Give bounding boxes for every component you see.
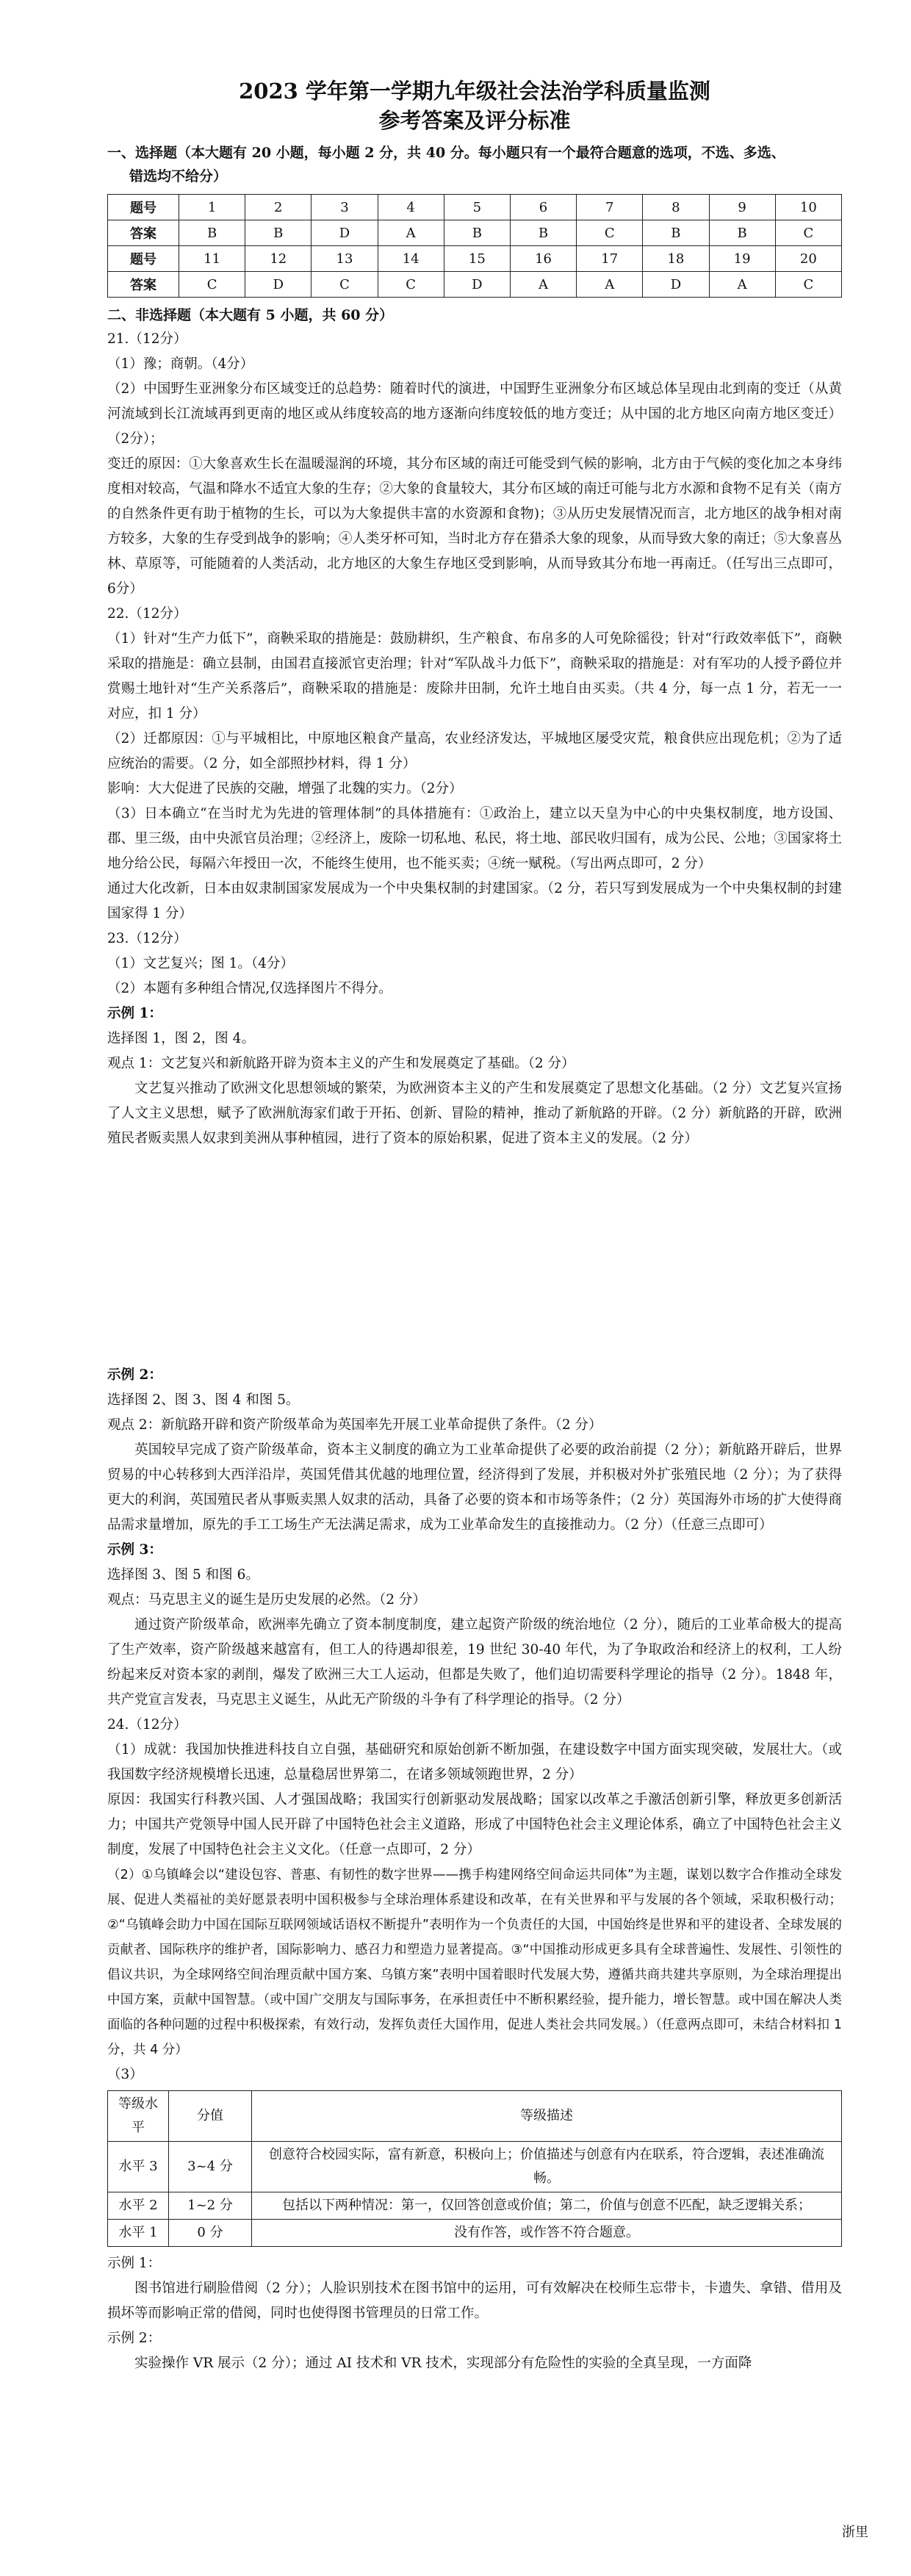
question-number: 1 [179,195,245,220]
answer-cell: C [378,272,444,298]
level-example1-label: 示例 1： [107,2256,162,2271]
score-cell: 1~2 分 [169,2192,252,2220]
q22-header: 22.（12分） [107,606,187,622]
q21-reasons: 变迁的原因：①大象喜欢生长在温暖湿润的环境，其分布区域的南迁可能受到气候的影响，北方由于气候的变化加之本身纬度相对较高，气温和降水不适宜大象的生存；②大象的食量较大，其分布区域的南迁可能与北方水源和食物不足有关（南方的自然条件更有助于植物的生长，可以为大象提供丰富的水资源和食物)；③从历史发展情况而言，北方地区的战争相对南方较多，大象的生存受到战争的影响；④人类牙杯可知，当时北方存在猎杀大象的现象，从而导致大象的南迁；⑤大象喜丛林、草原等，可能随着的人类活动，北方地区的大象生存地区受到影响，从而导致其分布地一再南迁。（任写出三点即可，6分） [107,456,842,597]
question-number: 14 [378,246,444,272]
blank-space [107,1151,842,1363]
question-number: 19 [709,246,775,272]
answer-cell: B [179,220,245,246]
row-label: 答案 [108,220,179,246]
q22-conclusion: 通过大化改新，日本由奴隶制国家发展成为一个中央集权制的封建国家。（2 分，若只写到发展成为一个中央集权制的封建国家得 1 分） [107,881,842,921]
answer-sheet [107,76,842,2376]
q22-part1: （1）针对“生产力低下”，商鞅采取的措施是：鼓励耕织，生产粮食、布帛多的人可免除徭役；针对“行政效率低下”，商鞅采取的措施是：确立县制，由国君直接派官吏治理；针对“军队战斗力低下”，商鞅采取的措施是：对有军功的人授予爵位并赏赐土地针对“生产关系落后”，商鞅采取的措施是：废除井田制，允许土地自由买卖。（共 4 分，每一点 1 分，若无一一对应，扣 1 分） [107,631,842,722]
desc-cell: 没有作答，或作答不符合题意。 [252,2220,842,2247]
desc-cell: 包括以下两种情况：第一，仅回答创意或价值；第二，价值与创意不匹配，缺乏逻辑关系； [252,2192,842,2220]
q24-header: 24.（12分） [107,1717,187,1733]
answer-cell: B [510,220,576,246]
answer-cell: B [709,220,775,246]
desc-header: 等级描述 [252,2091,842,2142]
q24-reasons: 原因：我国实行科教兴国、人才强国战略；我国实行创新驱动发展战略；国家以改革之手激活创新引擎，释放更多创新活力；中国共产党领导中国人民开辟了中国特色社会主义道路，形成了中国特色社会主义理论体系，确立了中国特色社会主义制度，发展了中国特色社会主义文化。（任意一点即可，2 分） [107,1792,842,1857]
answer-cell: C [179,272,245,298]
answer-cell: D [245,272,312,298]
q24-part1: （1）成就：我国加快推进科技自立自强，基础研究和原始创新不断加强，在建设数字中国方面实现突破，发展壮大。（或我国数字经济规模增长迅速，总量稳居世界第二，在诸多领域领跑世界，2 分） [107,1742,842,1782]
answer-cell: A [378,220,444,246]
question-number: 9 [709,195,775,220]
level-row [108,2220,842,2247]
row-label: 答案 [108,272,179,298]
level-example2-body: 实验操作 VR 展示（2 分）；通过 AI 技术和 VR 技术，实现部分有危险性的实验的全真呈现，一方面降 [134,2356,752,2371]
q22-impact: 影响：大大促进了民族的交融，增强了北魏的实力。（2分） [107,781,463,796]
example1-selection: 选择图 1，图 2，图 4。 [107,1031,255,1046]
example2-view: 观点 2：新航路开辟和资产阶级革命为英国率先开展工业革命提供了条件。（2 分） [107,1417,602,1433]
answer-cell: B [643,220,709,246]
question-number: 4 [378,195,444,220]
example2-label: 示例 2： [107,1367,162,1383]
q21-header: 21.（12分） [107,331,187,347]
level-cell: 水平 3 [108,2142,169,2192]
section2-heading: 二、非选择题（本大题有 5 小题，共 60 分） [107,307,394,323]
q24-part2: （2）①乌镇峰会以“建设包容、普惠、有韧性的数字世界——携手构建网络空间命运共同体”为主题，谋划以数字合作推动全球发展、促进人类福祉的美好愿景表明中国积极参与全球治理体系建设和改革，在有关世界和平与发展的各个领域，采取积极行动；②“乌镇峰会助力中国在国际互联网领域话语权不断提升”表明作为一个负责任的大国，中国始终是世界和平的建设者、全球发展的贡献者、国际秩序的维护者，国际影响力、感召力和塑造力显著提高。③“中国推动形成更多具有全球普遍性、发展性、引领性的倡议共识，为全球网络空间治理贡献中国方案、乌镇方案”表明中国着眼时代发展大势，遵循共商共建共享原则，为全球治理提出中国方案，贡献中国智慧。（或中国广交朋友与国际事务，在承担责任中不断积累经验，提升能力，增长智慧。或中国在解决人类面临的各种问题的过程中积极探索，有效行动，发挥负责任大国作用，促进人类社会共同发展。）（任意两点即可，未结合材料扣 1 分，共 4 分） [107,1868,842,2057]
q23-header: 23.（12分） [107,931,187,946]
question-number: 3 [312,195,378,220]
answer-cell: C [775,220,841,246]
question-number: 18 [643,246,709,272]
q23-part2: （2）本题有多种组合情况,仅选择图片不得分。 [107,981,392,996]
question-number-row-1 [108,195,842,220]
question-number-row-2 [108,246,842,272]
level-table-header [108,2091,842,2142]
example2-body: 英国较早完成了资产阶级革命，资本主义制度的确立为工业革命提供了必要的政治前提（2 分）；新航路开辟后，世界贸易的中心转移到大西洋沿岸，英国凭借其优越的地理位置，经济得到了发展，并积极对外扩张殖民地（2 分）；为了获得更大的利润，英国殖民者从事贩卖黑人奴隶的活动，具备了必要的资本和市场等条件；（2 分）英国海外市场的扩大使得商品需求量增加，原先的手工工场生产无法满足需求，成为工业革命发生的直接推动力。（2 分）（任意三点即可） [107,1442,842,1533]
question-number: 15 [444,246,510,272]
q24-part3: （3） [107,2067,143,2082]
answer-cell: A [510,272,576,298]
question-number: 11 [179,246,245,272]
page-title: 2023 学年第一学期九年级社会法治学科质量监测 [239,79,710,104]
example1-label: 示例 1： [107,1006,162,1021]
example1-body: 文艺复兴推动了欧洲文化思想领域的繁荣，为欧洲资本主义的产生和发展奠定了思想文化基础。（2 分）文艺复兴宣扬了人文主义思想，赋予了欧洲航海家们敢于开拓、创新、冒险的精神，推动了新航路的开辟。（2 分）新航路的开辟，欧洲殖民者贩卖黑人奴隶到美洲从事种植园，进行了资本的原始积累，促进了资本主义的发展。（2 分） [107,1081,842,1146]
answer-cell: D [312,220,378,246]
footer-mark: 浙里 [842,2525,868,2540]
answer-cell: B [245,220,312,246]
level-example2-label: 示例 2： [107,2331,162,2346]
answer-cell: D [444,272,510,298]
answer-table [107,194,842,298]
section1-heading-cont: 错选均不给分） [129,168,228,184]
example3-label: 示例 3： [107,1542,162,1558]
level-table [107,2090,842,2247]
answer-cell: D [643,272,709,298]
score-header: 分值 [169,2091,252,2142]
example3-selection: 选择图 3、图 5 和图 6。 [107,1567,259,1583]
answer-row-1 [108,220,842,246]
score-cell: 3~4 分 [169,2142,252,2192]
answer-cell: A [709,272,775,298]
question-number: 8 [643,195,709,220]
level-header: 等级水平 [108,2091,169,2142]
score-cell: 0 分 [169,2220,252,2247]
answer-row-2 [108,272,842,298]
example3-view: 观点：马克思主义的诞生是历史发展的必然。（2 分） [107,1592,426,1608]
example1-view: 观点 1：文艺复兴和新航路开辟为资本主义的产生和发展奠定了基础。（2 分） [107,1056,575,1071]
question-number: 2 [245,195,312,220]
q21-part1: （1）豫；商朝。（4分） [107,356,254,372]
q22-part2: （2）迁都原因：①与平城相比，中原地区粮食产量高，农业经济发达，平城地区屡受灾荒，粮食供应出现危机；②为了适应统治的需要。（2 分，如全部照抄材料，得 1 分） [107,731,842,771]
question-number: 6 [510,195,576,220]
answer-cell: C [775,272,841,298]
answer-cell: B [444,220,510,246]
level-cell: 水平 1 [108,2220,169,2247]
row-label: 题号 [108,195,179,220]
section1-heading: 一、选择题（本大题有 20 小题，每小题 2 分，共 40 分。每小题只有一个最符合题意的选项，不选、多选、 [107,145,785,161]
level-example1-body: 图书馆进行刷脸借阅（2 分）；人脸识别技术在图书馆中的运用，可有效解决在校师生忘带卡，卡遗失、拿错、借用及损坏等而影响正常的借阅，同时也使得图书管理员的日常工作。 [107,2281,842,2321]
q22-part3: （3）日本确立“在当时尤为先进的管理体制”的具体措施有：①政治上，建立以天皇为中心的中央集权制度，地方设国、郡、里三级，由中央派官员治理；②经济上，废除一切私地、私民，将土地、部民收归国有，成为公民、公地；③国家将土地分给公民，每隔六年授田一次，不能终生使用，也不能买卖；④统一赋税。（写出两点即可，2 分） [107,806,842,871]
level-row [108,2142,842,2192]
question-number: 12 [245,246,312,272]
row-label: 题号 [108,246,179,272]
question-number: 10 [775,195,841,220]
level-row [108,2192,842,2220]
level-cell: 水平 2 [108,2192,169,2220]
example2-selection: 选择图 2、图 3、图 4 和图 5。 [107,1392,300,1408]
question-number: 20 [775,246,841,272]
answer-cell: A [577,272,643,298]
question-number: 5 [444,195,510,220]
question-number: 7 [577,195,643,220]
question-number: 16 [510,246,576,272]
question-number: 17 [577,246,643,272]
q21-part2: （2）中国野生亚洲象分布区域变迁的总趋势：随着时代的演进，中国野生亚洲象分布区域总体呈现由北到南的变迁（从黄河流域到长江流域再到更南的地区或从纬度较高的地方逐渐向纬度较低的地方变迁；从中国的北方地区向南方地区变迁）（2分）； [107,381,842,447]
question-number: 13 [312,246,378,272]
example3-body: 通过资产阶级革命，欧洲率先确立了资本制度制度，建立起资产阶级的统治地位（2 分），随后的工业革命极大的提高了生产效率，资产阶级越来越富有，但工人的待遇却很差，19 世纪 30-40 年代，为了争取政治和经济上的权利，工人纷纷起来反对资本家的剥削，爆发了欧洲三大工人运动，但都是失败了，他们迫切需要科学理论的指导（2 分）。1848 年，共产党宣言发表，马克思主义诞生，从此无产阶级的斗争有了科学理论的指导。（2 分） [107,1617,842,1708]
q23-part1: （1）文艺复兴；图 1。（4分） [107,956,294,971]
desc-cell: 创意符合校园实际，富有新意，积极向上；价值描述与创意有内在联系，符合逻辑，表述准确流畅。 [252,2142,842,2192]
answer-cell: C [312,272,378,298]
page-subtitle: 参考答案及评分标准 [378,108,571,133]
answer-cell: C [577,220,643,246]
